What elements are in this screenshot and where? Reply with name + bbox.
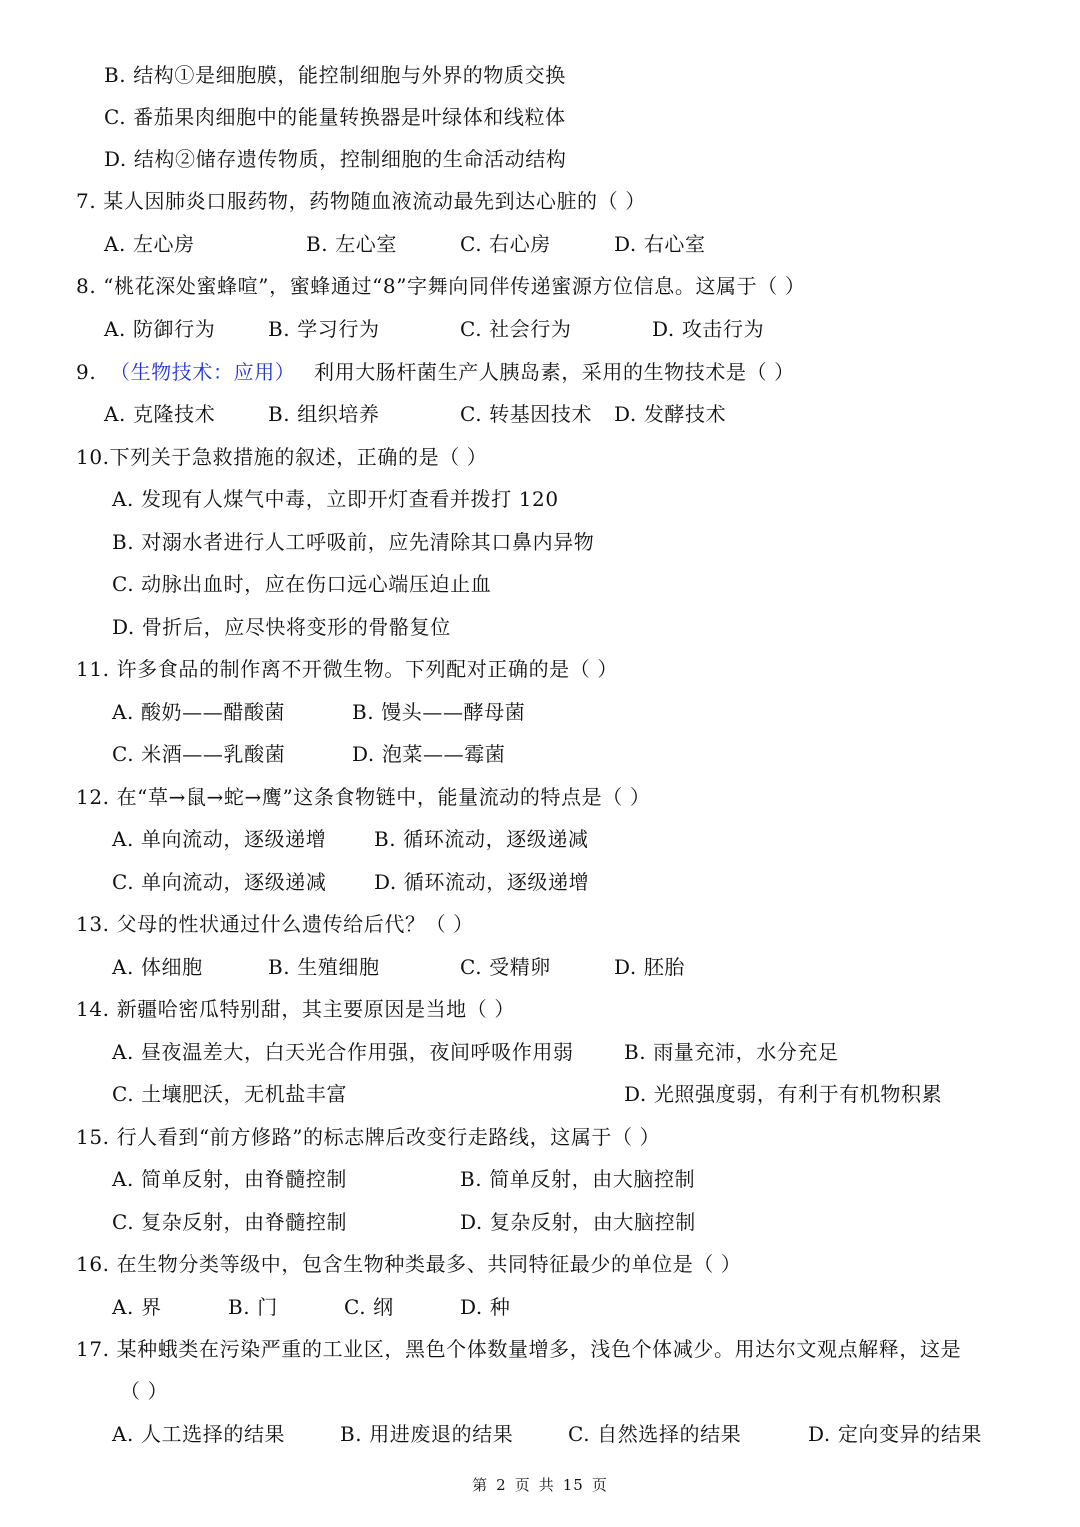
option-q6-c: C. 番茄果肉细胞中的能量转换器是叶绿体和线粒体 — [104, 105, 566, 129]
option-q10-a: A. 发现有人煤气中毒，立即开灯查看并拨打 120 — [112, 487, 559, 511]
page-footer — [0, 1474, 1080, 1495]
footer-page-label: 第 — [472, 1476, 489, 1494]
option-q7-d: D. 右心室 — [614, 232, 706, 256]
option-q9-c: C. 转基因技术 — [460, 402, 593, 426]
option-q13-b: B. 生殖细胞 — [268, 955, 380, 979]
question-13-stem: 13. 父母的性状通过什么遗传给后代？（ ） — [76, 912, 474, 936]
option-q8-a: A. 防御行为 — [104, 317, 216, 341]
question-10-stem: 10.下列关于急救措施的叙述，正确的是（ ） — [76, 445, 488, 469]
option-q16-a: A. 界 — [112, 1295, 162, 1319]
question-9-topic-tag: （生物技术：应用） — [110, 360, 296, 384]
option-q16-d: D. 种 — [460, 1295, 511, 1319]
option-q9-b: B. 组织培养 — [268, 402, 380, 426]
option-q13-a: A. 体细胞 — [112, 955, 203, 979]
question-14-stem: 14. 新疆哈密瓜特别甜，其主要原因是当地（ ） — [76, 997, 515, 1021]
option-q12-c: C. 单向流动，逐级递减 — [112, 870, 327, 894]
footer-page-unit: 页 — [514, 1476, 531, 1494]
option-q12-b: B. 循环流动，逐级递减 — [374, 827, 589, 851]
option-q17-a: A. 人工选择的结果 — [112, 1422, 286, 1446]
footer-total-unit: 页 — [591, 1476, 608, 1494]
option-q7-a: A. 左心房 — [104, 232, 195, 256]
option-q13-c: C. 受精卵 — [460, 955, 551, 979]
option-q14-a: A. 昼夜温差大，白天光合作用强，夜间呼吸作用弱 — [112, 1040, 574, 1064]
question-7-stem: 7. 某人因肺炎口服药物，药物随血液流动最先到达心脏的（ ） — [76, 189, 646, 213]
footer-total-label: 共 — [538, 1476, 555, 1494]
option-q11-d: D. 泡菜——霉菌 — [352, 742, 506, 766]
option-q7-c: C. 右心房 — [460, 232, 551, 256]
option-q12-a: A. 单向流动，逐级递增 — [112, 827, 327, 851]
option-q14-c: C. 土壤肥沃，无机盐丰富 — [112, 1082, 348, 1106]
question-12-stem: 12. 在“草→鼠→蛇→鹰”这条食物链中，能量流动的特点是（ ） — [76, 785, 651, 809]
question-8-stem: 8. “桃花深处蜜蜂喧”，蜜蜂通过“8”字舞向同伴传递蜜源方位信息。这属于（ ） — [76, 274, 806, 298]
option-q14-d: D. 光照强度弱，有利于有机物积累 — [624, 1082, 943, 1106]
question-9-text: 利用大肠杆菌生产人胰岛素，采用的生物技术是（ ） — [314, 360, 795, 384]
option-q16-b: B. 门 — [228, 1295, 278, 1319]
option-q16-c: C. 纲 — [344, 1295, 394, 1319]
option-q13-d: D. 胚胎 — [614, 955, 686, 979]
option-q17-d: D. 定向变异的结果 — [808, 1422, 983, 1446]
option-q9-a: A. 克隆技术 — [104, 402, 216, 426]
option-q15-d: D. 复杂反射，由大脑控制 — [460, 1210, 696, 1234]
option-q11-a: A. 酸奶——醋酸菌 — [112, 700, 286, 724]
option-q6-d: D. 结构②储存遗传物质，控制细胞的生命活动结构 — [104, 147, 567, 171]
footer-page-number: 2 — [496, 1476, 507, 1494]
option-q11-c: C. 米酒——乳酸菌 — [112, 742, 286, 766]
option-q17-c: C. 自然选择的结果 — [568, 1422, 742, 1446]
option-q17-b: B. 用进废退的结果 — [340, 1422, 514, 1446]
question-9-number: 9. — [76, 360, 97, 384]
option-q12-d: D. 循环流动，逐级递增 — [374, 870, 590, 894]
question-15-stem: 15. 行人看到“前方修路”的标志牌后改变行走路线，这属于（ ） — [76, 1125, 661, 1149]
question-11-stem: 11. 许多食品的制作离不开微生物。下列配对正确的是（ ） — [76, 657, 618, 681]
option-q15-c: C. 复杂反射，由脊髓控制 — [112, 1210, 348, 1234]
footer-total-number: 15 — [562, 1476, 584, 1494]
option-q10-d: D. 骨折后，应尽快将变形的骨骼复位 — [112, 615, 451, 639]
question-16-stem: 16. 在生物分类等级中，包含生物种类最多、共同特征最少的单位是（ ） — [76, 1252, 742, 1276]
question-17-stem: 17. 某种蛾类在污染严重的工业区，黑色个体数量增多，浅色个体减少。用达尔文观点解释，这是 — [76, 1337, 962, 1361]
option-q7-b: B. 左心室 — [306, 232, 398, 256]
option-q10-b: B. 对溺水者进行人工呼吸前，应先清除其口鼻内异物 — [112, 530, 595, 554]
option-q10-c: C. 动脉出血时，应在伤口远心端压迫止血 — [112, 572, 492, 596]
option-q6-b: B. 结构①是细胞膜，能控制细胞与外界的物质交换 — [104, 63, 566, 87]
option-q9-d: D. 发酵技术 — [614, 402, 727, 426]
option-q14-b: B. 雨量充沛，水分充足 — [624, 1040, 839, 1064]
question-17-blank: （ ） — [120, 1379, 169, 1403]
option-q11-b: B. 馒头——酵母菌 — [352, 700, 526, 724]
option-q8-b: B. 学习行为 — [268, 317, 380, 341]
option-q15-b: B. 简单反射，由大脑控制 — [460, 1167, 696, 1191]
option-q15-a: A. 简单反射，由脊髓控制 — [112, 1167, 347, 1191]
option-q8-d: D. 攻击行为 — [652, 317, 765, 341]
option-q8-c: C. 社会行为 — [460, 317, 572, 341]
